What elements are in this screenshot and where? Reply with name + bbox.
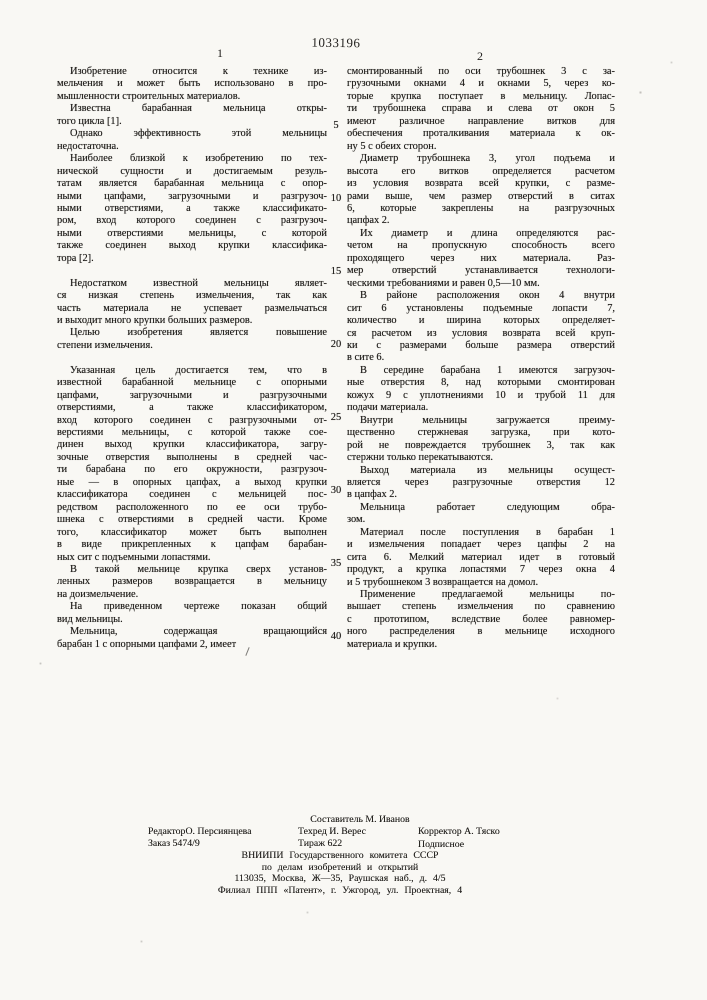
subscription-label: Подписное: [418, 839, 465, 850]
text-line: в сите 6.: [347, 352, 385, 364]
document-number: 1033196: [311, 34, 361, 51]
text-line: Наиболее близкой к изобретению по тех-: [70, 153, 327, 165]
paragraph: [347, 66, 615, 153]
text-line: недостаточна.: [57, 140, 119, 152]
paragraph: [57, 153, 327, 265]
text-line: мельчения и может быть использовано в про-: [57, 78, 327, 90]
text-line: Известна барабанная мельница откры-: [70, 103, 327, 115]
text-line: барабан 1 с опорными цапфами 2, имеет: [57, 638, 237, 650]
text-line: вход которого соединен с разгрузочными от-: [57, 414, 327, 426]
text-line: ного распределения в мельнице исходного: [347, 626, 615, 638]
paragraph: [347, 365, 615, 415]
text-line: Мельница, содержащая вращающийся: [70, 626, 327, 638]
line-number: 10: [330, 193, 342, 204]
text-line: и выходит много крупки больших размеров.: [57, 315, 253, 326]
text-line: ные — в опорных цапфах, а выход крупки: [57, 476, 327, 488]
text-line: Применение предлагаемой мельницы по-: [360, 589, 615, 601]
text-line: сита 6. Мелкий материал идет в готовый: [347, 551, 615, 563]
text-line: стержни только перекатываются.: [347, 452, 493, 464]
order-number: Заказ 5474/9: [148, 838, 200, 849]
paragraph: [347, 228, 615, 290]
text-line: смонтированный по оси трубошнек 3 с за-: [347, 66, 615, 77]
text-line: грузочными окнами 4 и окнами 5, через ко-: [347, 78, 615, 90]
text-line: сит 6 установлены подъемные лопасти 7,: [347, 302, 615, 314]
text-line: вид мельницы.: [57, 613, 123, 625]
text-line: кожух 9 с уплотнениями 10 и трубой 11 для: [347, 389, 615, 401]
text-line: проходящего через них материала. Раз-: [347, 252, 615, 264]
paragraph: [57, 626, 327, 651]
techred-credit: Техред И. Верес: [298, 826, 366, 837]
column-number-right: 2: [477, 49, 483, 63]
scan-specks: [0, 0, 1, 1]
text-line: ти трубошнека справа и слева от окон 5: [347, 103, 615, 115]
text-line: татам является барабанная мельница с опор-: [57, 178, 327, 190]
text-line: с прототипом, вследствие более равномер-: [347, 613, 615, 625]
text-line: зочные отверстия выполнены в средней час-: [57, 451, 327, 463]
publisher-line: Филиал ППП «Патент», г. Ужгород, ул. Проектная, 4: [217, 884, 463, 896]
text-line: Диаметр трубошнека 3, угол подъема и: [360, 153, 615, 165]
text-line: Однако эффективность этой мельницы: [70, 128, 327, 140]
line-number: 5: [333, 120, 339, 131]
line-number: 15: [330, 266, 342, 277]
publisher-line: ВНИИПИ Государственного комитета СССР: [241, 850, 439, 861]
text-line: цапфах 2.: [347, 215, 390, 227]
text-line: торые крупка поступает в мельницу. Лопас-: [347, 90, 615, 102]
text-line: классификатора соединен с мельницей пос-: [57, 489, 327, 501]
text-line: продукт, а крупка лопастями 7 через окна 4: [347, 564, 615, 576]
text-line: щественно стержневая загрузка, при кото-: [347, 427, 615, 439]
paragraph: [57, 365, 327, 564]
paragraph: [57, 327, 327, 352]
paragraph: [57, 66, 327, 103]
text-line: ными отверстиями, а также классификато-: [57, 202, 327, 214]
paragraph: [57, 128, 327, 153]
text-line: вляется через разгрузочные отверстия 12: [347, 476, 615, 488]
text-line: зом.: [347, 514, 366, 526]
text-line: ся низкая степень измельчения, так как: [57, 290, 327, 302]
text-line: подачи материала.: [347, 402, 429, 414]
paragraph: [347, 465, 615, 502]
text-line: в виде прикрепленных к цапфам барабан-: [57, 539, 327, 551]
text-line: ки с размерами больше размера отверстий: [347, 339, 615, 351]
text-line: В такой мельнице крупка сверх установ-: [70, 564, 327, 575]
text-line: ных сит с подъемными лопастями.: [57, 551, 211, 563]
paragraph: [347, 527, 615, 589]
text-line: В середине барабана 1 имеются загрузоч-: [360, 364, 615, 376]
text-line: ными цапфами, загрузочными и разгрузоч-: [57, 190, 327, 202]
text-line: ленных размеров возвращается в мельницу: [57, 576, 327, 588]
paragraph: [347, 153, 615, 228]
paragraph: [347, 290, 615, 365]
text-line: ные отверстия 8, над которыми смонтирован: [347, 377, 615, 389]
text-line: также соединен выход крупки классифика-: [57, 240, 327, 252]
text-line: четом на пропускную способность всего: [347, 240, 615, 252]
text-line: тора [2].: [57, 252, 94, 264]
text-line: вышает степень измельчения по сравнению: [347, 601, 615, 613]
text-line: в цапфах 2.: [347, 489, 398, 501]
text-line: мышленности строительных материалов.: [57, 90, 241, 102]
corrector-credit: Корректор А. Тяско: [418, 826, 500, 837]
line-number: 40: [330, 631, 342, 642]
text-line: мер отверстий устанавливается технологи-: [347, 265, 615, 277]
text-line: редством расположенного по ее оси трубо-: [57, 501, 327, 513]
text-line: динен выход крупки классификатора, загру-: [57, 439, 327, 451]
text-line: часть материала не успевает размельчаться: [57, 302, 327, 314]
compiler-credit: Составитель М. Иванов: [310, 814, 410, 825]
column-number-left: 1: [217, 46, 223, 60]
text-line: высота его витков определяется расчетом: [347, 165, 615, 177]
text-line: из условия возврата всей крупки, с разме-: [347, 178, 615, 190]
text-line: степени измельчения.: [57, 339, 153, 351]
text-line: 6, которые закреплены на разгрузочных: [347, 202, 615, 214]
text-line: имеют различное направление витков для: [347, 115, 615, 127]
paragraph: [347, 589, 615, 651]
text-line: материала и крупки.: [347, 638, 438, 650]
publisher-line: 113035, Москва, Ж—35, Раушская наб., д. 4/5: [234, 873, 446, 884]
text-line: известной барабанной мельнице с опорными: [57, 377, 327, 389]
text-line: обеспечения проталкивания материала к ок-: [347, 128, 615, 140]
line-number: 20: [330, 339, 342, 350]
text-line: Изобретение относится к технике из-: [70, 66, 327, 77]
text-line: верстиями мельницы, с которой также сое-: [57, 427, 327, 439]
text-line: рой не повреждается трубошнек 3, так как: [347, 439, 615, 451]
text-line: рами выше, чем размер отверстий в ситах: [347, 190, 615, 202]
text-line: На приведенном чертеже показан общий: [70, 601, 327, 613]
print-run: Тираж 622: [298, 838, 343, 849]
line-number: 35: [330, 558, 342, 569]
text-line: того цикла [1].: [57, 115, 122, 127]
text-line: того, классификатор может быть выполнен: [57, 526, 327, 538]
text-line: ными отверстиями мельницы, с которой: [57, 227, 327, 239]
text-line: нической сущности и достигаемым резуль-: [57, 165, 327, 177]
paragraph: [57, 103, 327, 128]
paragraph: [57, 278, 327, 328]
text-line: Материал после поступления в барабан 1: [360, 526, 615, 538]
text-line: Внутри мельницы загружается преиму-: [360, 414, 615, 426]
publisher-block: [140, 850, 540, 896]
text-line: Указанная цель достигается тем, что в: [70, 364, 327, 376]
text-line: ческими требованиями и равен 0,5—10 мм.: [347, 277, 540, 289]
text-line: Выход материала из мельницы осущест-: [360, 464, 615, 476]
text-line: Их диаметр и длина определяются рас-: [360, 227, 615, 239]
text-line: ся расчетом из условия возврата всей круп-: [347, 327, 615, 339]
paragraph: [57, 564, 327, 601]
text-line: и измельчения попадает через цапфы 2 на: [347, 539, 615, 551]
text-line: на доизмельчение.: [57, 588, 139, 600]
text-column-left: [57, 66, 327, 651]
paragraph: [347, 415, 615, 465]
text-line: ну 5 с обеих сторон.: [347, 140, 437, 152]
text-line: ром, вход которого соединен с разгрузоч-: [57, 215, 327, 227]
text-line: и 5 трубошнеком 3 возвращается на домол.: [347, 576, 539, 588]
text-line: ти барабана по его окружности, разгрузоч-: [57, 464, 327, 476]
text-line: шнека с отверстиями в средней части. Кроме: [57, 514, 327, 526]
editor-credit: РедакторО. Персиянцева: [148, 826, 252, 837]
publisher-line: по делам изобретений и открытий: [261, 861, 419, 873]
line-number: 25: [330, 412, 342, 423]
text-column-right: [347, 66, 615, 651]
text-line: отверстиями, а также классификатором,: [57, 402, 327, 414]
paragraph: [347, 502, 615, 527]
text-line: В районе расположения окон 4 внутри: [360, 290, 615, 302]
text-line: Мельница работает следующим обра-: [360, 501, 615, 513]
text-line: Недостатком известной мельницы являет-: [70, 277, 327, 289]
paragraph: [57, 601, 327, 626]
text-line: Целью изобретения является повышение: [70, 327, 327, 339]
line-number: 30: [330, 485, 342, 496]
text-line: цапфами, загрузочными и разгрузочными: [57, 389, 327, 401]
text-line: количество и ширина которых определяет-: [347, 315, 615, 327]
